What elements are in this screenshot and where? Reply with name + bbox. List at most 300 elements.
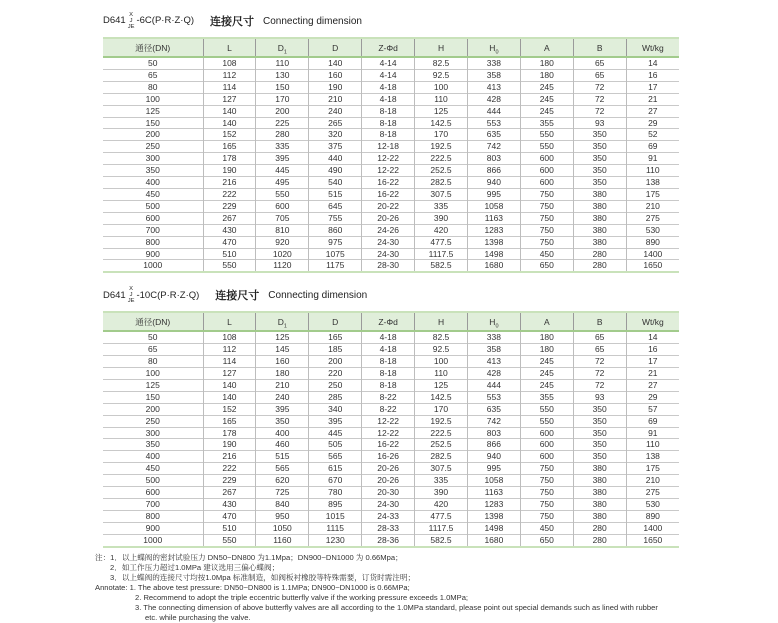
table-cell: 125 bbox=[415, 105, 468, 117]
table-cell: 750 bbox=[520, 487, 573, 499]
table-cell: 21 bbox=[626, 368, 679, 380]
table-cell: 866 bbox=[467, 439, 520, 451]
table-cell: 100 bbox=[415, 356, 468, 368]
table-cell: 395 bbox=[309, 415, 362, 427]
table-cell: 450 bbox=[520, 522, 573, 534]
title-en: Connecting dimension bbox=[263, 15, 362, 27]
table-cell: 24-30 bbox=[362, 248, 415, 260]
table-cell: 222 bbox=[203, 188, 256, 200]
table-cell: 250 bbox=[103, 415, 203, 427]
table-cell: 1120 bbox=[256, 260, 309, 272]
table-cell: 1498 bbox=[467, 248, 520, 260]
table-body-6c bbox=[103, 57, 679, 272]
table-cell: 350 bbox=[103, 165, 203, 177]
table-row bbox=[103, 439, 679, 451]
table-row bbox=[103, 415, 679, 427]
table-cell: 460 bbox=[256, 439, 309, 451]
table-cell: 565 bbox=[256, 463, 309, 475]
table-cell: 1160 bbox=[256, 534, 309, 546]
table-cell: 27 bbox=[626, 379, 679, 391]
table-row bbox=[103, 463, 679, 475]
table-cell: 82.5 bbox=[415, 331, 468, 343]
table-cell: 50 bbox=[148, 332, 158, 343]
table-cell: 127 bbox=[203, 368, 256, 380]
table-cell: 550 bbox=[520, 129, 573, 141]
table-header bbox=[103, 312, 679, 331]
table-cell: 600 bbox=[520, 451, 573, 463]
table-cell: 20-22 bbox=[362, 200, 415, 212]
footnote-zh-1: 注：1．以上蝶阀的密封试验压力 DN50~DN800 为1.1Mpa；DN900~DN1000 为 0.66Mpa； bbox=[95, 552, 403, 562]
column-header-h: H bbox=[415, 312, 468, 331]
table-cell: 267 bbox=[203, 212, 256, 224]
table-cell: 12-22 bbox=[362, 415, 415, 427]
table-cell: 280 bbox=[256, 129, 309, 141]
table-cell: 338 bbox=[467, 331, 520, 343]
table-row bbox=[103, 534, 679, 546]
table-cell: 16-22 bbox=[362, 177, 415, 189]
table-cell: 72 bbox=[573, 379, 626, 391]
table-cell: 380 bbox=[573, 236, 626, 248]
table-cell: 245 bbox=[520, 105, 573, 117]
table-cell: 420 bbox=[415, 499, 468, 511]
table-row bbox=[103, 427, 679, 439]
table-cell: 4-14 bbox=[362, 57, 415, 69]
table-cell: 160 bbox=[309, 69, 362, 81]
table-cell: 245 bbox=[520, 81, 573, 93]
table-row bbox=[103, 499, 679, 511]
footnote-en-1: Annotate: 1. The above test pressure: DN50~DN800 is 1.1MPa; DN900~DN1000 is 0.66MPa; bbox=[95, 582, 410, 592]
table-row bbox=[103, 522, 679, 534]
table-cell: 350 bbox=[573, 165, 626, 177]
table-cell: 108 bbox=[203, 331, 256, 343]
table-cell: 16-26 bbox=[362, 451, 415, 463]
table-cell: 185 bbox=[309, 344, 362, 356]
table-cell: 600 bbox=[520, 165, 573, 177]
table-cell: 29 bbox=[626, 117, 679, 129]
table-row bbox=[103, 212, 679, 224]
table-cell: 65 bbox=[573, 69, 626, 81]
table-cell: 16-22 bbox=[362, 188, 415, 200]
table-cell: 275 bbox=[626, 487, 679, 499]
table-cell: 395 bbox=[256, 403, 309, 415]
table-cell: 252.5 bbox=[415, 165, 468, 177]
table-cell: 1650 bbox=[626, 534, 679, 546]
table-cell: 300 bbox=[103, 427, 203, 439]
table-cell: 920 bbox=[256, 236, 309, 248]
model-variant-stack bbox=[128, 286, 135, 305]
table-cell: 600 bbox=[103, 212, 203, 224]
table-cell: 700 bbox=[103, 499, 203, 511]
column-header-l: L bbox=[203, 312, 256, 331]
table-cell: 24-30 bbox=[362, 236, 415, 248]
table-cell: 890 bbox=[626, 510, 679, 522]
table-cell: 152 bbox=[203, 129, 256, 141]
table-cell: 200 bbox=[103, 403, 203, 415]
table-cell: 1000 bbox=[103, 534, 203, 546]
table-cell: 1075 bbox=[309, 248, 362, 260]
table-cell: 550 bbox=[203, 534, 256, 546]
table-cell: 170 bbox=[256, 93, 309, 105]
table-cell: 350 bbox=[573, 451, 626, 463]
table-cell: 450 bbox=[103, 188, 203, 200]
column-header-a: A bbox=[520, 312, 573, 331]
table-cell: 150 bbox=[256, 81, 309, 93]
column-header-dn: 通径(DN) bbox=[103, 38, 203, 57]
table-cell: 635 bbox=[467, 129, 520, 141]
table-row bbox=[103, 117, 679, 129]
title-zh: 连接尺寸 bbox=[210, 15, 254, 28]
table-cell: 340 bbox=[309, 403, 362, 415]
table-cell: 1058 bbox=[467, 475, 520, 487]
table-cell: 140 bbox=[309, 57, 362, 69]
table-cell: 229 bbox=[203, 200, 256, 212]
table-row bbox=[103, 368, 679, 380]
table-cell: 108 bbox=[203, 57, 256, 69]
table-cell: 505 bbox=[309, 439, 362, 451]
column-header-b: B bbox=[573, 312, 626, 331]
table-cell: 280 bbox=[573, 248, 626, 260]
table-cell: 582.5 bbox=[415, 534, 468, 546]
model-suffix: -6C(P·R·Z·Q) bbox=[136, 15, 194, 27]
table-cell: 72 bbox=[573, 356, 626, 368]
table-cell: 17 bbox=[626, 356, 679, 368]
table-cell: 390 bbox=[415, 487, 468, 499]
table-cell: 750 bbox=[520, 463, 573, 475]
table-cell: 440 bbox=[309, 153, 362, 165]
table-cell: 250 bbox=[309, 379, 362, 391]
column-header-wt: Wt/kg bbox=[626, 38, 679, 57]
table-cell: 940 bbox=[467, 451, 520, 463]
table-cell: 515 bbox=[256, 451, 309, 463]
table-cell: 100 bbox=[103, 368, 203, 380]
table-cell: 470 bbox=[203, 510, 256, 522]
table-cell: 92.5 bbox=[415, 344, 468, 356]
table-cell: 380 bbox=[573, 487, 626, 499]
table-cell: 600 bbox=[520, 177, 573, 189]
table-cell: 600 bbox=[520, 427, 573, 439]
table-row bbox=[103, 379, 679, 391]
table-cell: 380 bbox=[573, 188, 626, 200]
table-cell: 29 bbox=[626, 391, 679, 403]
table-row bbox=[103, 105, 679, 117]
table-cell: 1498 bbox=[467, 522, 520, 534]
table-cell: 890 bbox=[626, 236, 679, 248]
table-cell: 620 bbox=[256, 475, 309, 487]
footnote-zh-3: 3．以上蝶阀的连接尺寸均按1.0Mpa 标准制造，如阀板衬橡胶等特殊需要，订货时需注明； bbox=[110, 572, 416, 582]
table-cell: 565 bbox=[309, 451, 362, 463]
table-cell: 742 bbox=[467, 141, 520, 153]
table-cell: 900 bbox=[103, 248, 203, 260]
table-cell: 275 bbox=[626, 212, 679, 224]
table-cell: 170 bbox=[415, 403, 468, 415]
table-cell: 165 bbox=[203, 415, 256, 427]
table-cell: 350 bbox=[573, 177, 626, 189]
table-row bbox=[103, 451, 679, 463]
table-cell: 413 bbox=[467, 81, 520, 93]
table-row bbox=[103, 200, 679, 212]
table-cell: 180 bbox=[520, 331, 573, 343]
table-cell: 142.5 bbox=[415, 391, 468, 403]
table-cell: 470 bbox=[203, 236, 256, 248]
variant-j: J bbox=[129, 17, 133, 24]
table-cell: 210 bbox=[626, 200, 679, 212]
table-cell: 700 bbox=[103, 224, 203, 236]
table-cell: 190 bbox=[203, 165, 256, 177]
table-cell: 165 bbox=[309, 331, 362, 343]
table-cell: 1398 bbox=[467, 236, 520, 248]
table-cell: 210 bbox=[626, 475, 679, 487]
table-cell: 1650 bbox=[626, 260, 679, 272]
table-cell: 4-14 bbox=[362, 69, 415, 81]
table-cell: 93 bbox=[573, 117, 626, 129]
table-cell: 1117.5 bbox=[415, 522, 468, 534]
table-cell: 178 bbox=[203, 427, 256, 439]
table-cell: 285 bbox=[309, 391, 362, 403]
table-cell: 1175 bbox=[309, 260, 362, 272]
column-header-b: B bbox=[573, 38, 626, 57]
column-header-h0: $H_0$ bbox=[467, 38, 520, 57]
table-cell: 866 bbox=[467, 165, 520, 177]
header-row bbox=[103, 312, 679, 331]
table-cell: 16-22 bbox=[362, 439, 415, 451]
table-row bbox=[103, 331, 679, 343]
table-cell: 222.5 bbox=[415, 153, 468, 165]
table-cell: 152 bbox=[203, 403, 256, 415]
table-row bbox=[103, 177, 679, 189]
table-cell: 390 bbox=[415, 212, 468, 224]
table-cell: 428 bbox=[467, 368, 520, 380]
table-cell: 216 bbox=[203, 177, 256, 189]
table-cell: 615 bbox=[309, 463, 362, 475]
table-cell: 725 bbox=[256, 487, 309, 499]
table-cell: 72 bbox=[573, 105, 626, 117]
table-cell: 125 bbox=[103, 379, 203, 391]
title-zh: 连接尺寸 bbox=[215, 289, 260, 303]
table-cell: 375 bbox=[309, 141, 362, 153]
table-cell: 1020 bbox=[256, 248, 309, 260]
table-cell: 80 bbox=[103, 356, 203, 368]
table-cell: 57 bbox=[626, 403, 679, 415]
table-cell: 24-30 bbox=[362, 499, 415, 511]
table-cell: 750 bbox=[520, 236, 573, 248]
table-cell: 335 bbox=[415, 475, 468, 487]
table-cell: 350 bbox=[573, 427, 626, 439]
table-cell: 495 bbox=[256, 177, 309, 189]
table-cell: 750 bbox=[520, 510, 573, 522]
table-cell: 950 bbox=[256, 510, 309, 522]
dimension-table-10c bbox=[103, 311, 679, 547]
table-cell: 17 bbox=[626, 81, 679, 93]
table-cell: 180 bbox=[520, 57, 573, 69]
table-cell: 8-18 bbox=[362, 129, 415, 141]
table-row bbox=[103, 141, 679, 153]
table-cell: 112 bbox=[203, 69, 256, 81]
table-cell: 1015 bbox=[309, 510, 362, 522]
table-cell: 180 bbox=[520, 344, 573, 356]
table-cell: 600 bbox=[520, 153, 573, 165]
table-cell: 110 bbox=[626, 165, 679, 177]
table-cell: 92.5 bbox=[415, 69, 468, 81]
table-cell: 8-22 bbox=[362, 403, 415, 415]
table-cell: 445 bbox=[309, 427, 362, 439]
table-cell: 500 bbox=[103, 475, 203, 487]
table-cell: 65 bbox=[573, 331, 626, 343]
table-cell: 8-18 bbox=[362, 356, 415, 368]
table-cell: 530 bbox=[626, 499, 679, 511]
table-cell: 380 bbox=[573, 200, 626, 212]
table-cell: 180 bbox=[256, 368, 309, 380]
table-cell: 477.5 bbox=[415, 510, 468, 522]
column-header-l: L bbox=[203, 38, 256, 57]
table-cell: 245 bbox=[520, 93, 573, 105]
table-row bbox=[103, 344, 679, 356]
table-cell: 540 bbox=[309, 177, 362, 189]
table-cell: 4-18 bbox=[362, 81, 415, 93]
table-cell: 335 bbox=[415, 200, 468, 212]
table-cell: 160 bbox=[256, 356, 309, 368]
table-cell: 1000 bbox=[103, 260, 203, 272]
table-title-6c bbox=[103, 8, 778, 34]
table-cell: 130 bbox=[256, 69, 309, 81]
table-cell: 114 bbox=[203, 81, 256, 93]
variant-je: JE bbox=[127, 24, 135, 31]
table-cell: 995 bbox=[467, 188, 520, 200]
table-cell: 1117.5 bbox=[415, 248, 468, 260]
table-cell: 170 bbox=[415, 129, 468, 141]
table-cell: 860 bbox=[309, 224, 362, 236]
table-body-10c bbox=[103, 331, 679, 546]
table-cell: 1163 bbox=[467, 487, 520, 499]
column-header-h: H bbox=[415, 38, 468, 57]
table-cell: 229 bbox=[203, 475, 256, 487]
table-cell: 445 bbox=[256, 165, 309, 177]
table-cell: 114 bbox=[203, 356, 256, 368]
table-row bbox=[103, 475, 679, 487]
table-cell: 110 bbox=[256, 57, 309, 69]
valve-model-10c bbox=[103, 286, 199, 305]
table-cell: 358 bbox=[467, 344, 520, 356]
table-cell: 350 bbox=[573, 153, 626, 165]
table-cell: 216 bbox=[203, 451, 256, 463]
footnote-en-4: etc. while purchasing the valve. bbox=[145, 612, 251, 622]
table-cell: 780 bbox=[309, 487, 362, 499]
table-cell: 750 bbox=[520, 212, 573, 224]
table-cell: 20-26 bbox=[362, 463, 415, 475]
table-cell: 338 bbox=[467, 57, 520, 69]
table-cell: 280 bbox=[573, 260, 626, 272]
table-cell: 245 bbox=[520, 368, 573, 380]
table-cell: 940 bbox=[467, 177, 520, 189]
table-cell: 430 bbox=[203, 499, 256, 511]
table-row bbox=[103, 81, 679, 93]
table-cell: 280 bbox=[573, 522, 626, 534]
table-cell: 307.5 bbox=[415, 188, 468, 200]
table-cell: 27 bbox=[626, 105, 679, 117]
column-header-wt: Wt/kg bbox=[626, 312, 679, 331]
section-6c bbox=[103, 8, 778, 273]
table-cell: 69 bbox=[626, 141, 679, 153]
table-cell: 65 bbox=[103, 344, 203, 356]
column-header-a: A bbox=[520, 38, 573, 57]
table-cell: 350 bbox=[103, 439, 203, 451]
table-row bbox=[103, 403, 679, 415]
table-cell: 1283 bbox=[467, 499, 520, 511]
table-cell: 1398 bbox=[467, 510, 520, 522]
table-cell: 14 bbox=[626, 331, 679, 343]
table-cell: 355 bbox=[520, 391, 573, 403]
table-row bbox=[103, 129, 679, 141]
table-cell: 550 bbox=[520, 415, 573, 427]
table-cell: 140 bbox=[203, 117, 256, 129]
table-cell: 358 bbox=[467, 69, 520, 81]
table-cell: 21 bbox=[626, 93, 679, 105]
table-row bbox=[103, 93, 679, 105]
table-cell: 300 bbox=[103, 153, 203, 165]
table-cell: 1050 bbox=[256, 522, 309, 534]
table-cell: 4-18 bbox=[362, 93, 415, 105]
table-cell: 645 bbox=[309, 200, 362, 212]
table-cell: 530 bbox=[626, 224, 679, 236]
table-cell: 20-26 bbox=[362, 212, 415, 224]
table-cell: 800 bbox=[103, 510, 203, 522]
table-cell: 145 bbox=[256, 344, 309, 356]
table-cell: 12-22 bbox=[362, 165, 415, 177]
table-cell: 900 bbox=[103, 522, 203, 534]
table-cell: 190 bbox=[203, 439, 256, 451]
table-cell: 125 bbox=[256, 331, 309, 343]
table-cell: 550 bbox=[256, 188, 309, 200]
table-cell: 20-30 bbox=[362, 487, 415, 499]
table-cell: 282.5 bbox=[415, 177, 468, 189]
table-cell: 250 bbox=[103, 141, 203, 153]
table-cell: 24-26 bbox=[362, 224, 415, 236]
table-cell: 380 bbox=[573, 510, 626, 522]
column-header-dn: 通径(DN) bbox=[103, 312, 203, 331]
table-cell: 93 bbox=[573, 391, 626, 403]
table-cell: 350 bbox=[256, 415, 309, 427]
table-cell: 220 bbox=[309, 368, 362, 380]
column-header-d1: $D_1$ bbox=[256, 38, 309, 57]
footnote-zh-2: 2．如工作压力超过1.0MPa 建议选用三偏心蝶阀； bbox=[110, 562, 280, 572]
table-cell: 1163 bbox=[467, 212, 520, 224]
column-header-d1: $D_1$ bbox=[256, 312, 309, 331]
table-cell: 100 bbox=[415, 81, 468, 93]
variant-j: J bbox=[129, 292, 133, 299]
table-cell: 210 bbox=[256, 379, 309, 391]
table-cell: 635 bbox=[467, 403, 520, 415]
table-cell: 52 bbox=[626, 129, 679, 141]
table-cell: 1283 bbox=[467, 224, 520, 236]
table-cell: 840 bbox=[256, 499, 309, 511]
table-cell: 127 bbox=[203, 93, 256, 105]
table-cell: 8-18 bbox=[362, 105, 415, 117]
table-cell: 28-36 bbox=[362, 534, 415, 546]
table-cell: 222.5 bbox=[415, 427, 468, 439]
table-cell: 490 bbox=[309, 165, 362, 177]
table-cell: 240 bbox=[256, 391, 309, 403]
table-cell: 803 bbox=[467, 427, 520, 439]
table-cell: 400 bbox=[103, 177, 203, 189]
table-cell: 192.5 bbox=[415, 141, 468, 153]
table-cell: 810 bbox=[256, 224, 309, 236]
table-cell: 650 bbox=[520, 260, 573, 272]
footnote-en-3: 3. The connecting dimension of above butterfly valves are all according to the 1.0MPa standard, please point out special demands such as lined with rubber bbox=[135, 602, 658, 612]
table-row bbox=[103, 356, 679, 368]
table-cell: 125 bbox=[415, 379, 468, 391]
table-cell: 975 bbox=[309, 236, 362, 248]
variant-x: X bbox=[129, 286, 134, 292]
table-cell: 110 bbox=[626, 439, 679, 451]
